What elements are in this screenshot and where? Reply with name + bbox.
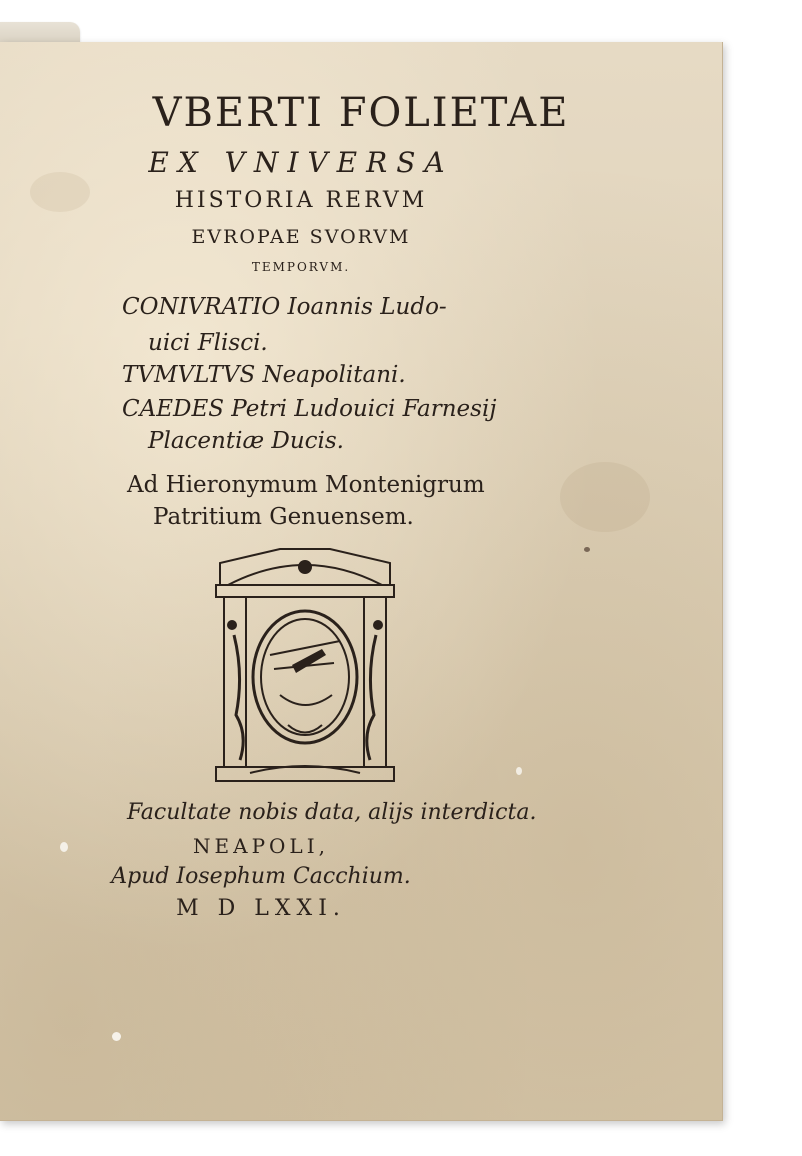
- subtitle-line-1: EX VNIVERSA: [148, 146, 454, 179]
- imprint-year: M D LXXI.: [176, 896, 346, 921]
- dedication-line: Patritium Genuensem.: [153, 504, 414, 530]
- contents-line: uici Flisci.: [148, 330, 268, 356]
- imprint-printer: Apud Iosephum Cacchium.: [111, 864, 411, 889]
- imprint-city: NEAPOLI,: [193, 834, 329, 858]
- title-page: [0, 42, 723, 1121]
- imprint-privilege: Facultate nobis data, alijs interdicta.: [127, 800, 537, 825]
- dedication-line: Ad Hieronymum Montenigrum: [127, 472, 485, 498]
- contents-line: CONIVRATIO Ioannis Ludo-: [122, 294, 447, 320]
- subtitle-line-4: TEMPORVM.: [251, 260, 351, 274]
- author-title: VBERTI FOLIETAE: [152, 90, 570, 136]
- paper-hole: [516, 767, 522, 775]
- ink-speck: [584, 547, 590, 552]
- subtitle-line-3: EVROPAE SVORVM: [191, 226, 411, 248]
- paper-hole: [112, 1032, 121, 1041]
- contents-line: Placentiæ Ducis.: [148, 428, 344, 454]
- printers-device-woodcut: [210, 545, 400, 785]
- contents-line: TVMVLTVS Neapolitani.: [122, 362, 406, 388]
- subtitle-line-2: HISTORIA RERVM: [174, 188, 428, 213]
- contents-line: CAEDES Petri Ludouici Farnesij: [122, 396, 497, 422]
